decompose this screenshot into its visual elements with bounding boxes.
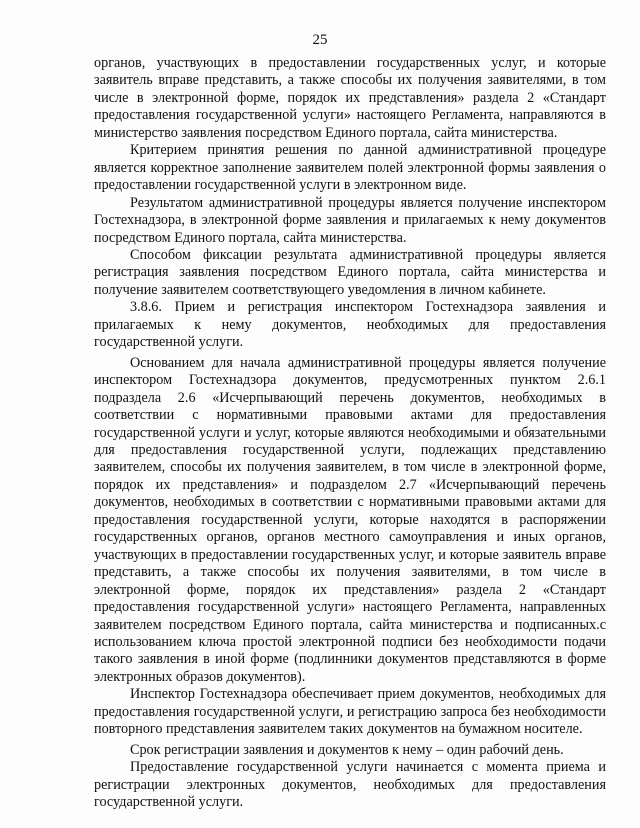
paragraph: Основанием для начала административной процедуры является получение инспектором Гостехнадзора документов, предусмотренных пунктом 2.6.1 подраздела 2.6 «Исчерпывающий перечень документов, необходимых в соответствии с нормативными правовыми актами для предоставления государственной услуги и услуг, которые являются необходимыми и обязательными для предоставления государственной услуги, подлежащих представлению заявителем, способы их получения заявителем, в том числе в электронной форме, порядок их представления» и подразделом 2.7 «Исчерпывающий перечень документов, необходимых в соответствии с нормативными правовыми актами для предоставления государственной услуги, которые находятся в распоряжении государственных органов, органов местного самоуправления и иных органов, участвующих в предоставлении государственных услуг, и которые заявитель вправе представить, а также способы их получения заявителями, в том числе в электронной форме, порядок их представления» раздела 2 «Стандарт предоставления государственной услуги» настоящего Регламента, направленных заявителем посредством Единого портала, сайта министерства и подписанных.с использованием ключа простой электронной подписи без необходимости подачи такого заявления в иной форме (подлинники документов представляются в форме электронных образов документов). [94,354,606,685]
paragraph: Результатом административной процедуры является получение инспектором Гостехнадзора, в электронной форме заявления и прилагаемых к нему документов посредством Единого портала, сайта министерства. [94,194,606,246]
paragraph: Критерием принятия решения по данной административной процедуре является корректное заполнение заявителем полей электронной формы заявления о предоставлении государственной услуги в электронном виде. [94,142,606,194]
paragraph: Инспектор Гостехнадзора обеспечивает прием документов, необходимых для предоставления государственной услуги, и регистрацию запроса без необходимости повторного представления заявителем таких документов на бумажном носителе. [94,686,606,738]
page-number: 25 [312,32,328,48]
paragraph: 3.8.6. Прием и регистрация инспектором Гостехнадзора заявления и прилагаемых к нему документов, необходимых для предоставления государственной услуги. [94,299,606,351]
paragraph: органов, участвующих в предоставлении государственных услуг, и которые заявитель вправе представить, а также способы их получения заявителями, в том числе в электронной форме, порядок их представления» раздела 2 «Стандарт предоставления государственной услуги» настоящего Регламента, направляются в министерство заявления посредством Единого портала, сайта министерства. [94,55,606,141]
paragraph: Срок регистрации заявления и документов к нему – один рабочий день. [130,741,564,758]
document-body [94,55,606,811]
paragraph: Способом фиксации результата административной процедуры является регистрация заявления посредством Единого портала, сайта министерства и получение заявителем соответствующего уведомления в личном кабинете. [94,246,606,298]
paragraph: Предоставление государственной услуги начинается с момента приема и регистрации электронных документов, необходимых для предоставления государственной услуги. [94,759,606,811]
